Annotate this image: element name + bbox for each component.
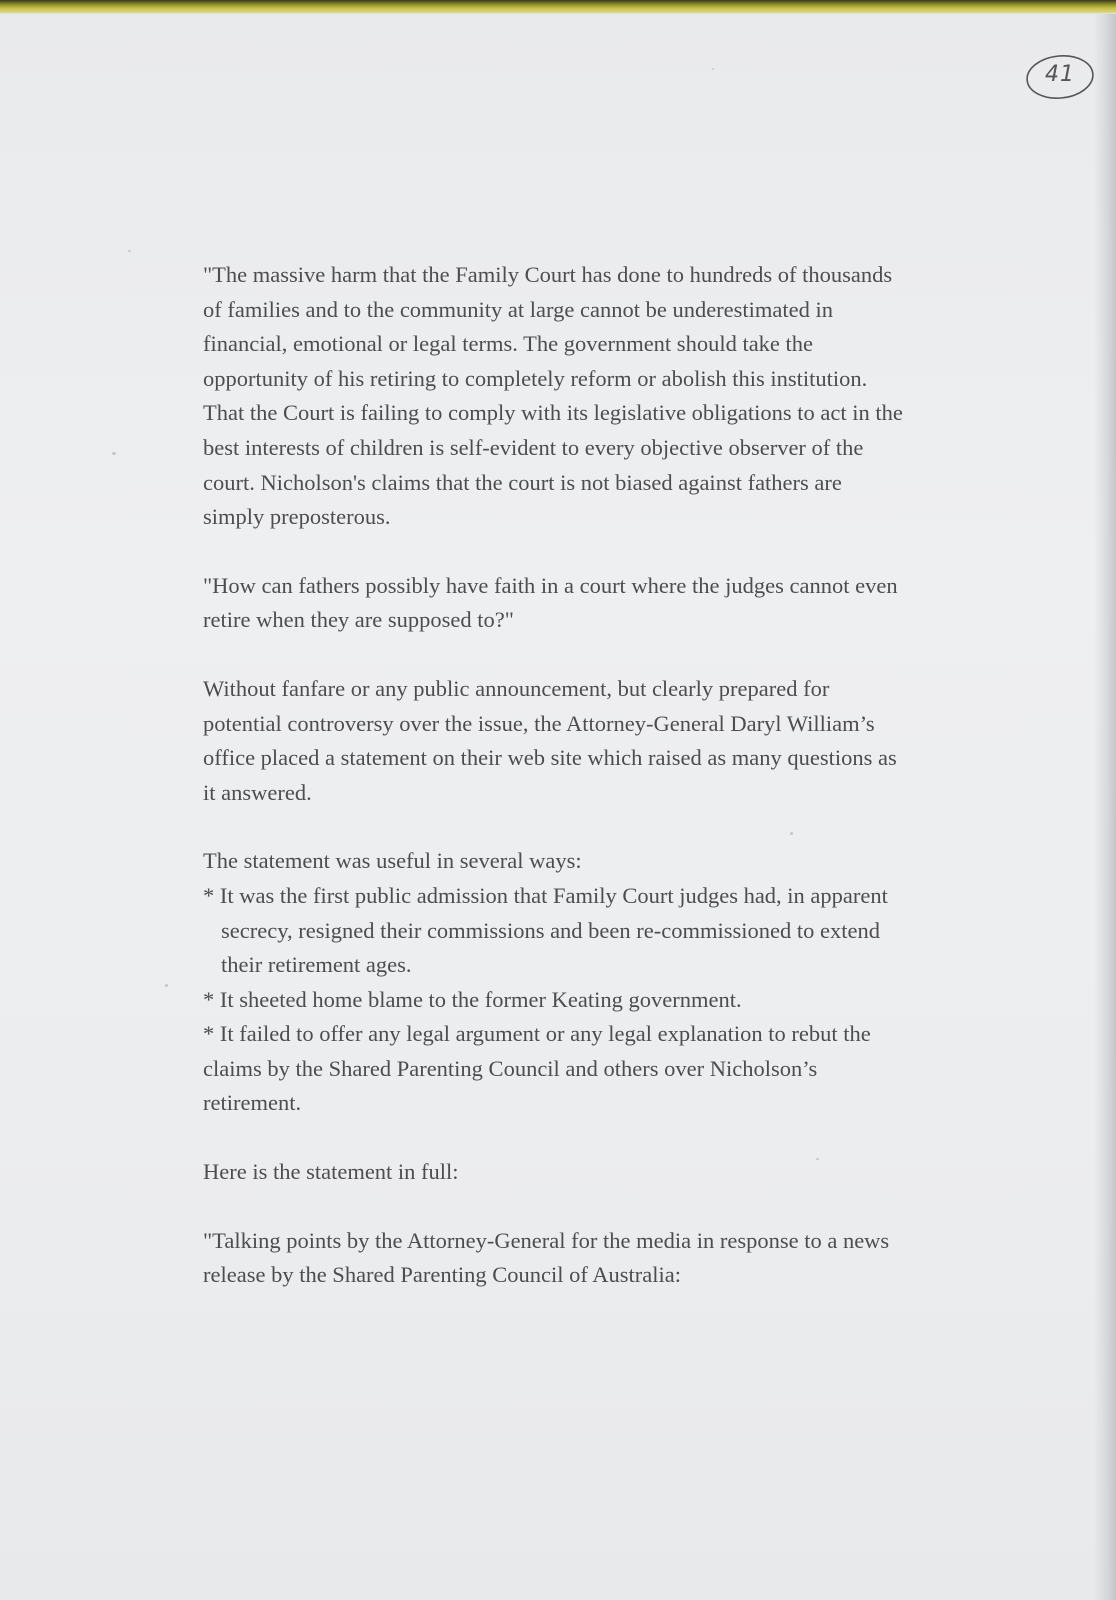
bullet-item: * It sheeted home blame to the former Keating government.	[203, 986, 742, 1012]
quote-question-paragraph: "How can fathers possibly have faith in a court where the judges cannot even retire when they are supposed to?"	[203, 572, 898, 633]
page-number: 41	[1045, 62, 1075, 87]
scanner-edge-strip	[0, 0, 1116, 14]
talking-points-intro: "Talking points by the Attorney-General for the media in response to a news release by the Shared Parenting Council of Australia:	[203, 1227, 890, 1288]
bullet-item: * It was the first public admission that Family Court judges had, in apparent secrecy, resigned their commissions and been re-commissioned to extend their retirement ages.	[203, 882, 888, 978]
statement-full-heading: Here is the statement in full:	[203, 1159, 459, 1185]
bullet-item: * It failed to offer any legal argument or any legal explanation to rebut the claims by the Shared Parenting Council and others over Nicholson’s retirement.	[203, 1021, 871, 1116]
handwritten-page-number	[1024, 52, 1096, 102]
useful-ways-section	[203, 844, 903, 1121]
document-body	[203, 258, 903, 1327]
statement-intro-paragraph: Without fanfare or any public announcement, but clearly prepared for potential controversy over the issue, the Attorney-General Daryl William’s office placed a statement on their web site which raised as many questions as it answered.	[203, 675, 897, 805]
page-edge-shadow	[1094, 14, 1116, 1600]
useful-ways-lead: The statement was useful in several ways:	[203, 848, 582, 874]
quote-paragraph: "The massive harm that the Family Court has done to hundreds of thousands of families and to the community at large cannot be underestimated in financial, emotional or legal terms. The government should take the opportunity of his retiring to completely reform or abolish this institution. That the Court is failing to comply with its legislative obligations to act in the best interests of children is self-evident to every objective observer of the court. Nicholson's claims that the court is not biased against fathers are simply preposterous.	[203, 262, 903, 530]
